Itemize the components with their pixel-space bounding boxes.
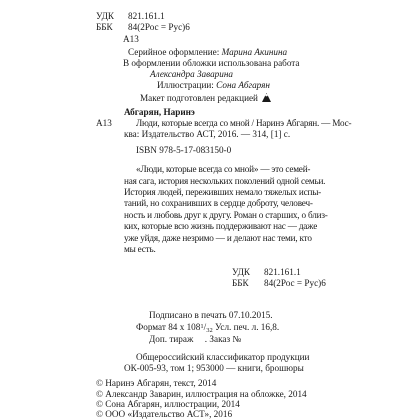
publisher-logo-icon bbox=[261, 92, 272, 103]
author-mark-catalog: А13 bbox=[96, 118, 112, 128]
format-suffix: Усл. печ. л. 16,8. bbox=[214, 322, 280, 332]
annotation-line: мы есть. bbox=[124, 244, 156, 254]
format-numerator: 1 bbox=[200, 323, 204, 330]
bbk-line-bottom bbox=[232, 278, 326, 289]
print-format: Формат 84 x $108^1/_{32}$ Усл. печ. л. 16,8. bbox=[136, 322, 280, 334]
signed-to-print: Подписано в печать 07.10.2015. bbox=[149, 310, 273, 320]
annotation-line: История людей, переживших немало тяжелых испы- bbox=[124, 187, 322, 197]
copyright-line: © Александр Заварин, иллюстрация на обложке, 2014 bbox=[96, 389, 307, 399]
isbn-line: ISBN 978-5-17-083150-0 bbox=[136, 145, 232, 155]
format-denominator: 32 bbox=[206, 327, 213, 334]
copyright-line: © Наринэ Абгарян, текст, 2014 bbox=[96, 378, 217, 388]
annotation-line: ная сага, история нескольких поколений одной семьи. bbox=[124, 176, 326, 186]
catalog-title-line1: Люди, которые всегда со мной / Наринэ Абгарян. — Мос- bbox=[136, 118, 352, 128]
print-run: Доп. тираж . Заказ № bbox=[149, 334, 242, 344]
cover-artist-name: Александра Заварина bbox=[150, 69, 233, 79]
udk-line-bottom bbox=[232, 267, 301, 278]
annotation-line: уже уйдя, даже незримо — и делают нас теми, кто bbox=[124, 233, 312, 243]
udk-label: УДК bbox=[96, 11, 114, 21]
bbk-label: ББК bbox=[232, 278, 249, 288]
bbk-line-top bbox=[96, 22, 190, 33]
classifier-line2: ОК-005-93, том 1; 953000 — книги, брошюры bbox=[124, 363, 304, 373]
layout-credit bbox=[140, 92, 272, 104]
layout-credit-text: Макет подготовлен редакцией bbox=[140, 93, 258, 103]
annotation-line: таний, но сохранивших в сердце доброту, человеч- bbox=[124, 198, 313, 208]
bbk-value: 84(2Рос = Рус)6 bbox=[128, 22, 190, 32]
bbk-label: ББК bbox=[96, 22, 113, 32]
series-design-prefix: Серийное оформление: bbox=[128, 47, 222, 57]
udk-line-top bbox=[96, 11, 165, 22]
format-prefix: Формат 84 x 108 bbox=[136, 322, 201, 332]
illustrations-credit bbox=[157, 80, 270, 91]
annotation-line: ких, которые всю жизнь поддерживают нас — даже bbox=[124, 221, 318, 231]
copyright-line: © Сона Абгарян, иллюстрации, 2014 bbox=[96, 399, 240, 409]
series-design-credit bbox=[128, 47, 287, 58]
classifier-line1: Общероссийский классификатор продукции bbox=[136, 352, 310, 362]
illustrator-name: Сона Абгарян bbox=[216, 80, 270, 90]
udk-value: 821.161.1 bbox=[128, 11, 165, 21]
catalog-title-line2: ква: Издательство АСТ, 2016. — 314, [1] с. bbox=[124, 129, 291, 139]
udk-value: 821.161.1 bbox=[264, 267, 301, 277]
cover-art-credit: В оформлении обложки использована работа bbox=[123, 58, 300, 68]
author-mark-top: А13 bbox=[123, 34, 139, 44]
illustrations-prefix: Иллюстрации: bbox=[157, 80, 217, 90]
copyright-line: © ООО «Издательство АСТ», 2016 bbox=[96, 409, 233, 419]
bbk-value: 84(2Рос = Рус)6 bbox=[264, 278, 326, 288]
udk-label: УДК bbox=[232, 267, 250, 277]
series-designer-name: Марина Акинина bbox=[221, 47, 288, 57]
annotation-line: «Люди, которые всегда со мной» — это семей- bbox=[136, 164, 311, 174]
annotation-line: ность и любовь друг к другу. Роман о старших, о близ- bbox=[124, 210, 328, 220]
catalog-author: Абгарян, Наринэ bbox=[124, 107, 195, 117]
